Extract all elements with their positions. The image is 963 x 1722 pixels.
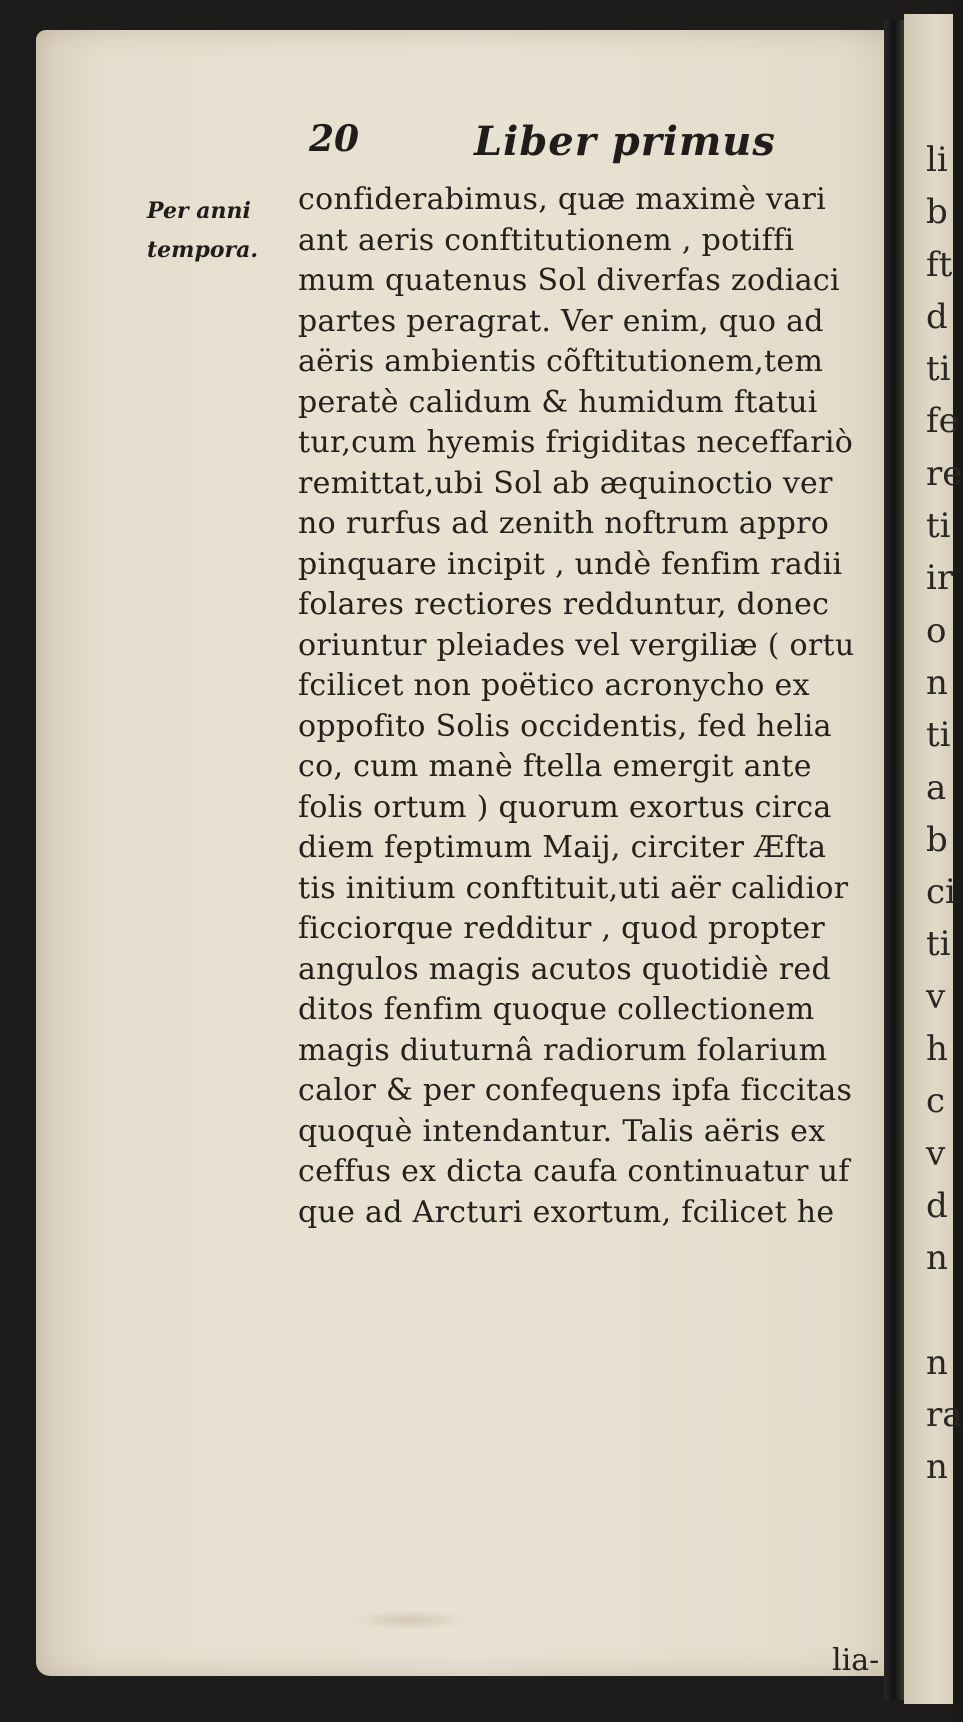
text-line: confiderabimus, quæ maximè vari (298, 182, 827, 217)
facing-page-fragment: a (926, 767, 947, 808)
text-line: pinquare incipit , undè fenfim radii (298, 546, 843, 582)
text-line: partes peragrat. Ver enim, quo ad (298, 303, 824, 339)
text-line: quoquè intendantur. Talis aëris ex (298, 1113, 826, 1149)
text-line: no rurfus ad zenith noftrum appro (298, 506, 830, 541)
text-line: angulos magis acutos quotidiè red (298, 951, 831, 987)
facing-page-fragment: d (926, 296, 948, 337)
page-number: 20 (309, 118, 360, 160)
facing-page-text-fragments (926, 134, 963, 1494)
catchword: lia- (832, 1643, 880, 1678)
text-line: que ad Arcturi exortum, fcilicet he (298, 1194, 835, 1230)
marginal-note (147, 192, 297, 270)
facing-page-fragment: li (926, 140, 948, 180)
text-line: diem feptimum Maij, circiter Æfta (298, 830, 827, 865)
text-line: oppofito Solis occidentis, fed helia (298, 708, 832, 744)
marginal-note-line: Per anni (147, 198, 251, 224)
facing-page-fragment: ci (926, 872, 956, 913)
running-title: Liber primus (474, 118, 776, 165)
page-header (296, 118, 916, 168)
facing-page-fragment: n (926, 662, 948, 703)
text-line: tis initium conftituit,uti aër calidior (298, 870, 849, 906)
text-line: folares rectiores redduntur, donec (298, 587, 830, 622)
facing-page-fragment: n (926, 1342, 948, 1383)
text-line: co, cum manè ftella emergit ante (298, 749, 812, 784)
text-line: ant aeris conftitutionem , potiffi (298, 222, 795, 258)
facing-page-fragment: ra (926, 1395, 963, 1436)
facing-page-fragment: n (926, 1238, 948, 1279)
text-line: peratè calidum & humidum ftatui (298, 384, 818, 420)
facing-page-fragment: ti (926, 506, 951, 547)
text-line: folis ortum ) quorum exortus circa (298, 789, 832, 825)
facing-page-fragment (926, 1285, 963, 1337)
facing-page-fragment: ft (926, 244, 953, 285)
facing-page-fragment: fe (926, 401, 959, 442)
facing-page-fragment: o (926, 610, 947, 651)
facing-page-fragment: ti (926, 924, 951, 965)
marginal-note-line: tempora. (147, 237, 258, 263)
text-line: tur,cum hyemis frigiditas neceffariò (298, 425, 854, 460)
facing-page-fragment: c (926, 1081, 946, 1122)
text-line: magis diuturnâ radiorum folarium (298, 1032, 828, 1068)
facing-page-fragment: v (926, 1133, 946, 1174)
facing-page-fragment: ti (926, 715, 951, 756)
facing-page-fragment: d (926, 1185, 948, 1226)
text-line: fcilicet non poëtico acronycho ex (298, 668, 810, 703)
facing-page-fragment: re (926, 453, 963, 494)
facing-page-fragment: v (926, 976, 946, 1017)
text-line: ditos fenfim quoque collectionem (298, 992, 815, 1027)
facing-page-fragment: h (926, 1029, 948, 1070)
facing-page-fragment: ir (926, 558, 954, 599)
text-line: aëris ambientis cõftitutionem,tem (298, 344, 824, 379)
facing-page-fragment: ti (926, 349, 951, 390)
facing-page-fragment: n (926, 1447, 948, 1488)
text-line: ficciorque redditur , quod propter (298, 911, 826, 946)
text-line: mum quatenus Sol diverfas zodiaci (298, 263, 840, 298)
facing-page-fragment: b (926, 192, 948, 233)
text-line: ceffus ex dicta caufa continuatur uf (298, 1154, 850, 1189)
body-text (298, 180, 918, 1233)
paper-stain (350, 1610, 470, 1630)
text-line: calor & per confequens ipfa ficcitas (298, 1073, 853, 1108)
text-line: remittat,ubi Sol ab æquinoctio ver (298, 465, 833, 501)
facing-page-fragment: b (926, 819, 948, 860)
text-line: oriuntur pleiades vel vergiliæ ( ortu (298, 627, 855, 663)
